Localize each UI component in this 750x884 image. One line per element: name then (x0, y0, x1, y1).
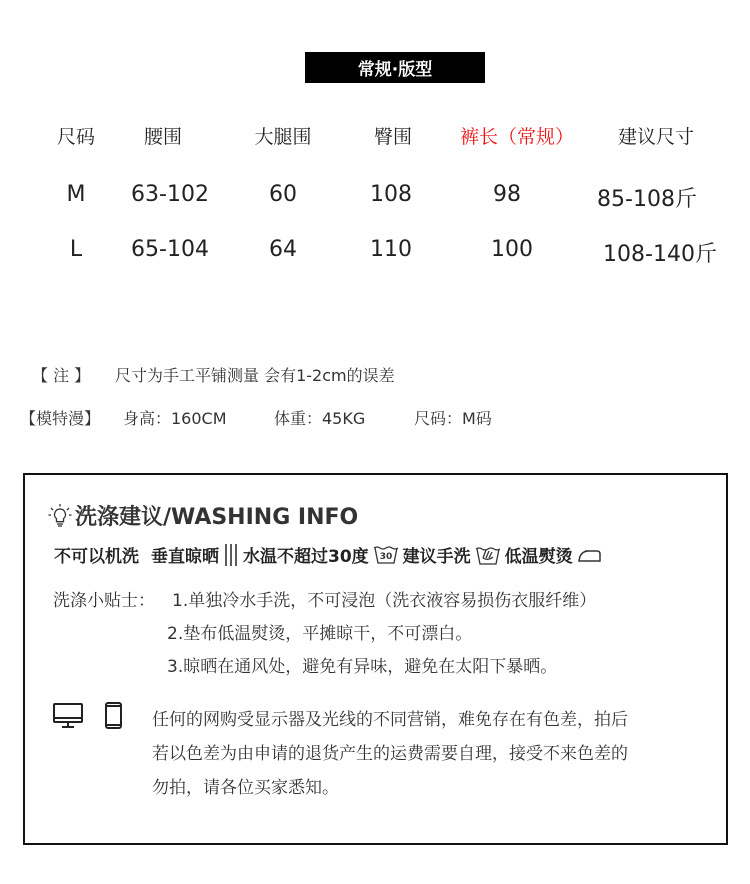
row-m-thigh: 60 (269, 182, 297, 207)
low-temp-iron: 低温熨烫 (504, 547, 573, 567)
lightbulb-icon (47, 503, 73, 529)
disclaimer-line-1: 任何的网购受显示器及光线的不同营销，难免存在有色差，拍后 (152, 710, 628, 730)
header-recommend: 建议尺寸 (617, 126, 695, 148)
phone-icon (105, 702, 123, 730)
disclaimer-line-3: 勿拍，请各位买家悉知。 (152, 778, 339, 798)
disclaimer-line-2: 若以色差为由申请的退货产生的运费需要自理，接受不来色差的 (152, 744, 628, 764)
row-l-thigh: 64 (269, 237, 297, 262)
model-label: 【模特漫】 (20, 409, 101, 428)
header-size: 尺码 (56, 126, 96, 148)
note-label: 【 注 】 (32, 366, 91, 385)
row-m-hip: 108 (370, 182, 412, 207)
row-m-recommend: 85-108斤 (597, 187, 697, 212)
hand-wash-icon (475, 544, 501, 566)
hang-dry-icon (223, 543, 239, 567)
iron-icon (577, 546, 603, 564)
water-temp: 水温不超过30度 (243, 547, 369, 567)
wash-30-label: 30 (379, 551, 392, 562)
row-l-length: 100 (491, 237, 533, 262)
monitor-icon (53, 703, 85, 729)
no-machine-wash: 不可以机洗 (54, 547, 139, 567)
header-hip: 臀围 (373, 126, 413, 148)
hang-dry: 垂直晾晒 (151, 547, 219, 567)
tip-3: 3.晾晒在通风处，避免有异味，避免在太阳下暴晒。 (167, 657, 558, 677)
row-l-waist: 65-104 (131, 237, 209, 262)
row-l-hip: 110 (370, 237, 412, 262)
row-l-recommend: 108-140斤 (603, 242, 717, 267)
washing-instructions (54, 542, 607, 567)
section-banner: 常规·版型 (305, 52, 485, 83)
header-length: 裤长（常规） (459, 126, 575, 148)
model-size: 尺码：M码 (414, 409, 492, 428)
header-thigh: 大腿围 (254, 126, 312, 148)
washing-title-text: 洗涤建议/WASHING INFO (75, 505, 359, 530)
model-height: 身高：160CM (123, 409, 227, 428)
row-m-waist: 63-102 (131, 182, 209, 207)
row-l-size: L (69, 237, 83, 262)
model-weight: 体重：45KG (274, 409, 366, 428)
washing-title (47, 500, 358, 531)
note-text: 尺寸为手工平铺测量 会有1-2cm的误差 (115, 366, 395, 385)
wash-30-icon (373, 544, 399, 566)
tips-label: 洗涤小贴士： (53, 591, 155, 611)
tip-1: 1.单独冷水手洗，不可浸泡（洗衣液容易损伤衣服纤维） (172, 591, 597, 611)
tip-2: 2.垫布低温熨烫，平摊晾干，不可漂白。 (167, 624, 473, 644)
hand-wash: 建议手洗 (402, 547, 471, 567)
row-m-size: M (66, 182, 86, 207)
row-m-length: 98 (493, 182, 521, 207)
header-waist: 腰围 (143, 126, 183, 148)
